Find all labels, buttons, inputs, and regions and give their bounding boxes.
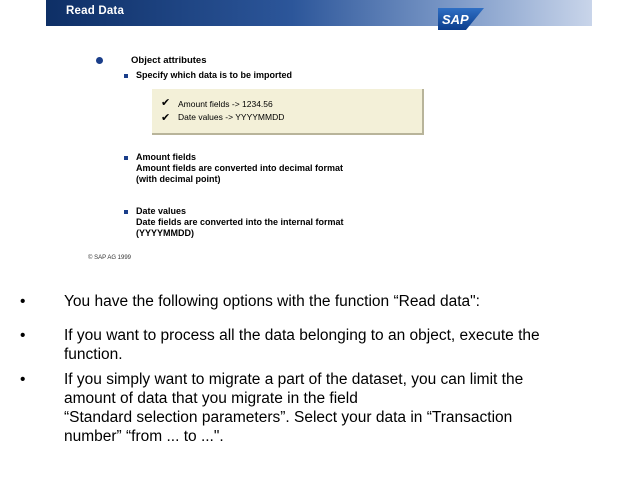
amount-title: Amount fields xyxy=(136,152,196,162)
sub-bullet-icon xyxy=(124,74,128,78)
note-line: “Standard selection parameters”. Select your data in “Transaction xyxy=(64,409,513,426)
date-title: Date values xyxy=(136,206,187,216)
option-date: Date values -> YYYYMMDD xyxy=(178,112,285,122)
option-amount: Amount fields -> 1234.56 xyxy=(178,99,273,109)
check-icon: ✔ xyxy=(161,96,171,109)
date-line-2: (YYYYMMDD) xyxy=(136,228,194,238)
note-bullet: • xyxy=(20,327,26,344)
slide-title: Read Data xyxy=(66,5,125,17)
heading-bullet-icon xyxy=(96,57,103,64)
sub-bullet-icon xyxy=(124,156,128,160)
note-bullet: • xyxy=(20,371,26,388)
check-icon: ✔ xyxy=(161,111,171,124)
slide xyxy=(46,0,592,272)
date-line-1: Date fields are converted into the internal format xyxy=(136,217,344,227)
note-line: If you simply want to migrate a part of the dataset, you can limit the xyxy=(64,371,524,388)
note-line: number” “from ... to ...". xyxy=(64,428,224,445)
slide-title-bar xyxy=(46,0,592,26)
amount-line-2: (with decimal point) xyxy=(136,174,221,184)
specify-text: Specify which data is to be imported xyxy=(136,70,293,80)
note-line: If you want to process all the data belonging to an object, execute the xyxy=(64,327,540,344)
sap-logo-text: SAP xyxy=(442,12,469,27)
amount-line-1: Amount fields are converted into decimal format xyxy=(136,163,344,173)
options-box xyxy=(152,89,424,135)
copyright: © SAP AG 1999 xyxy=(88,255,132,261)
sub-bullet-icon xyxy=(124,210,128,214)
object-attributes-heading: Object attributes xyxy=(131,55,207,66)
note-line: function. xyxy=(64,346,123,363)
note-line: amount of data that you migrate in the field xyxy=(64,390,358,407)
sap-logo-icon xyxy=(438,8,484,30)
note-bullet: • xyxy=(20,293,26,310)
note-line: You have the following options with the function “Read data": xyxy=(64,293,480,310)
